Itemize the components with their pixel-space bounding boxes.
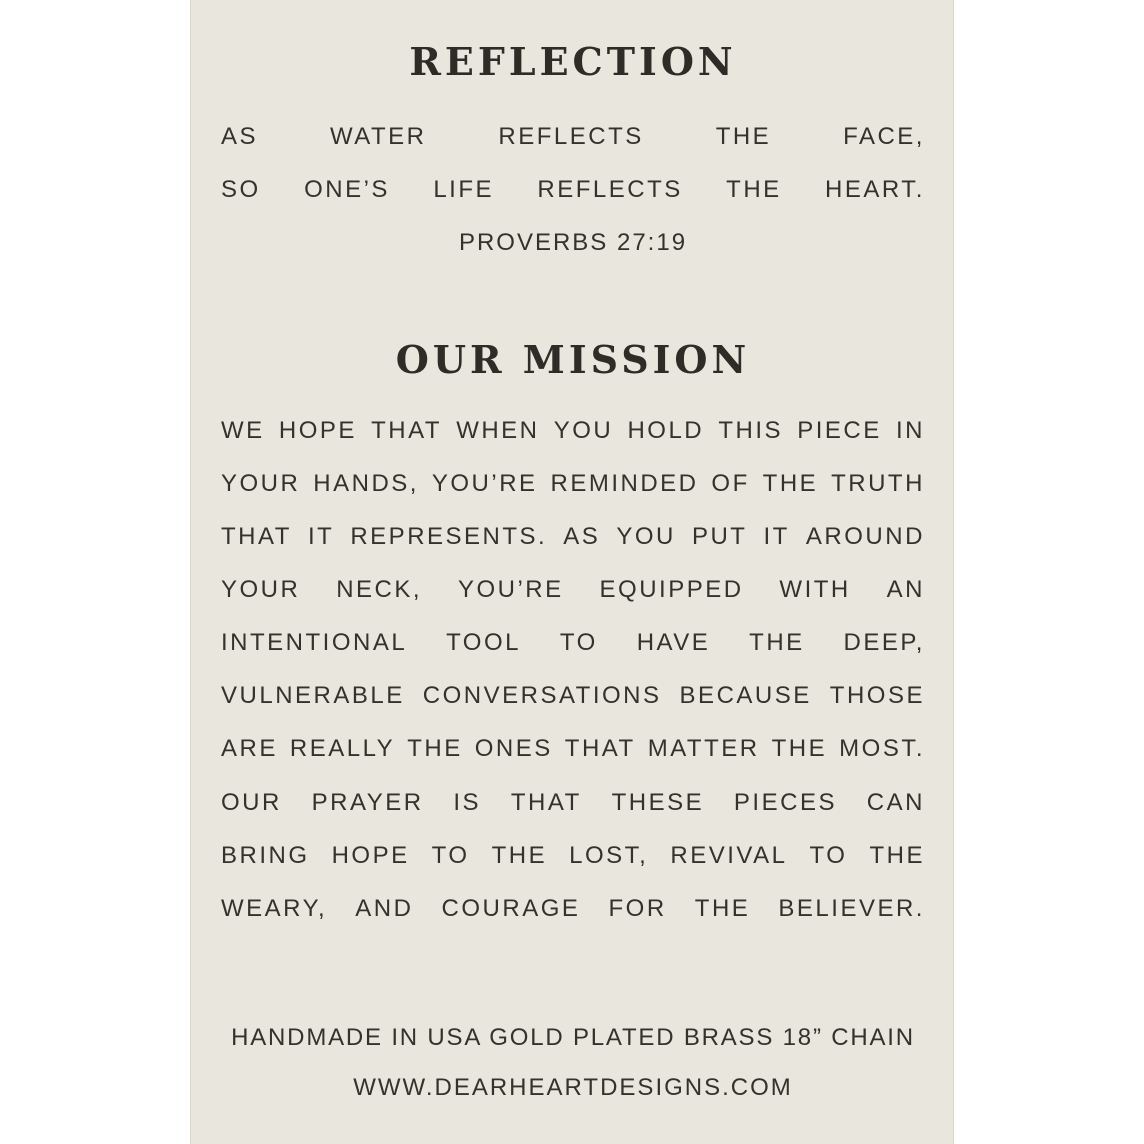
mission-word: THE — [771, 735, 828, 762]
mission-word: VULNERABLE — [221, 682, 405, 709]
mission-line — [221, 841, 925, 871]
mission-word: YOU — [616, 523, 676, 550]
mission-line — [221, 522, 925, 552]
mission-word: THESE — [611, 789, 705, 816]
mission-line — [221, 575, 925, 605]
mission-word: THIS — [718, 417, 783, 444]
mission-word: MOST. — [839, 735, 925, 762]
mission-word: OUR — [221, 789, 282, 816]
verse-word: THE — [726, 176, 782, 203]
mission-line — [221, 681, 925, 711]
verse-word: REFLECTS — [498, 123, 644, 150]
mission-word: YOUR — [221, 470, 301, 497]
mission-word: HOPE — [278, 417, 357, 444]
mission-word: HOLD — [627, 417, 705, 444]
mission-word: CAN — [866, 789, 925, 816]
mission-word: OF — [711, 470, 750, 497]
verse-line — [221, 122, 925, 152]
mission-word: THOSE — [829, 682, 925, 709]
mission-word: AND — [355, 895, 414, 922]
mission-word: WITH — [779, 576, 851, 603]
mission-word: PRAYER — [311, 789, 424, 816]
mission-word: WE — [221, 417, 265, 444]
mission-line — [221, 416, 925, 446]
reflection-title: REFLECTION — [409, 39, 737, 84]
mission-title: OUR MISSION — [395, 337, 751, 382]
mission-word: FOR — [608, 895, 667, 922]
mission-word: BECAUSE — [679, 682, 812, 709]
mission-word: WHEN — [456, 417, 540, 444]
mission-word: INTENTIONAL — [221, 629, 408, 656]
mission-word: YOU’RE — [457, 576, 564, 603]
mission-word: YOUR — [221, 576, 301, 603]
mission-word: THAT — [371, 417, 442, 444]
verse-word: REFLECTS — [537, 176, 683, 203]
mission-word: REALLY — [289, 735, 396, 762]
mission-word: PIECES — [733, 789, 837, 816]
mission-word: NECK, — [336, 576, 423, 603]
mission-word: AROUND — [805, 523, 925, 550]
mission-word: IS — [453, 789, 482, 816]
mission-word: IT — [307, 523, 335, 550]
mission-word: TOOL — [446, 629, 521, 656]
mission-word: PIECE — [797, 417, 882, 444]
verse-word: THE — [715, 123, 772, 150]
mission-word: AN — [886, 576, 925, 603]
mission-word: THE — [407, 735, 463, 762]
mission-word: TRUTH — [831, 470, 925, 497]
mission-word: THE — [869, 842, 925, 869]
verse-word: SO — [221, 176, 261, 203]
mission-word: THE — [491, 842, 548, 869]
mission-word: REMINDED — [550, 470, 699, 497]
mission-word: ARE — [221, 735, 278, 762]
verse-word: LIFE — [433, 176, 495, 203]
mission-word: REPRESENTS. — [350, 523, 548, 550]
mission-word: DEEP, — [843, 629, 925, 656]
mission-word: THAT — [564, 735, 636, 762]
mission-line — [221, 628, 925, 658]
mission-word: YOU — [553, 417, 614, 444]
mission-line — [221, 469, 925, 499]
mission-word: PUT — [691, 523, 748, 550]
mission-word: CONVERSATIONS — [422, 682, 662, 709]
mission-word: TO — [809, 842, 848, 869]
mission-word: LOST, — [569, 842, 649, 869]
verse-word: AS — [221, 123, 259, 150]
mission-line — [221, 734, 925, 764]
mission-word: HOPE — [331, 842, 410, 869]
mission-line — [221, 894, 925, 924]
mission-word: BRING — [221, 842, 310, 869]
info-card — [190, 0, 954, 1144]
mission-word: BELIEVER. — [778, 895, 925, 922]
mission-word: HAVE — [636, 629, 711, 656]
mission-word: WEARY, — [221, 895, 328, 922]
verse-word: HEART. — [825, 176, 925, 203]
mission-word: COURAGE — [441, 895, 581, 922]
verse-word: ONE’S — [304, 176, 390, 203]
mission-word: MATTER — [647, 735, 760, 762]
mission-word: THE — [749, 629, 805, 656]
mission-word: TO — [431, 842, 470, 869]
mission-word: TO — [559, 629, 598, 656]
mission-word: THE — [762, 470, 819, 497]
verse-word: WATER — [329, 123, 427, 150]
mission-word: EQUIPPED — [599, 576, 744, 603]
mission-word: YOU’RE — [431, 470, 538, 497]
mission-line — [221, 788, 925, 818]
mission-word: ONES — [474, 735, 553, 762]
verse-word: FACE, — [843, 123, 925, 150]
mission-word: IN — [895, 417, 925, 444]
website-url[interactable]: WWW.DEARHEARTDESIGNS.COM — [353, 1074, 793, 1101]
mission-word: THAT — [510, 789, 582, 816]
mission-word: IT — [763, 523, 790, 550]
mission-word: THE — [694, 895, 751, 922]
mission-word: REVIVAL — [670, 842, 788, 869]
verse-line — [221, 175, 925, 205]
verse-reference: PROVERBS 27:19 — [458, 229, 688, 256]
mission-word: THAT — [221, 523, 292, 550]
mission-word: HANDS, — [313, 470, 419, 497]
product-info: HANDMADE IN USA GOLD PLATED BRASS 18” CHAIN — [231, 1024, 915, 1051]
mission-word: AS — [563, 523, 601, 550]
